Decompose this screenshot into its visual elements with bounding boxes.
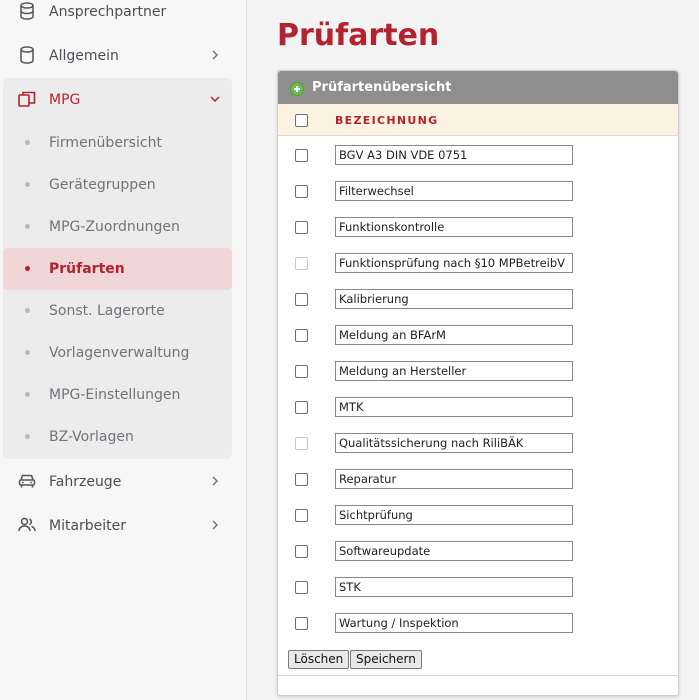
row-checkbox	[295, 257, 308, 270]
bezeichnung-input[interactable]: MTK	[335, 397, 573, 417]
bezeichnung-input[interactable]: Funktionskontrolle	[335, 217, 573, 237]
panel-header	[278, 71, 678, 104]
row-checkbox[interactable]	[295, 509, 308, 522]
sidebar-item-allgemein[interactable]	[0, 34, 232, 78]
table-row	[278, 281, 678, 317]
sidebar-item-label: MPG-Einstellungen	[49, 387, 181, 403]
bullet-icon	[25, 308, 30, 313]
row-checkbox[interactable]	[295, 473, 308, 486]
row-checkbox[interactable]	[295, 617, 308, 630]
row-checkbox[interactable]	[295, 149, 308, 162]
sidebar-item-bz-vorlagen[interactable]	[0, 416, 232, 458]
sidebar-item-label: Sonst. Lagerorte	[49, 303, 165, 319]
bullet-icon	[25, 392, 30, 397]
table-row	[278, 137, 678, 173]
bezeichnung-input[interactable]: Funktionsprüfung nach §10 MPBetreibV	[335, 253, 573, 273]
bezeichnung-input[interactable]: Softwareupdate	[335, 541, 573, 561]
sidebar-item-mitarbeiter[interactable]	[0, 504, 232, 548]
sidebar-item-label: Gerätegruppen	[49, 177, 156, 193]
bezeichnung-input[interactable]: Reparatur	[335, 469, 573, 489]
bullet-icon	[25, 266, 30, 271]
sidebar-item-label: MPG-Zuordnungen	[49, 219, 180, 235]
car-icon	[18, 472, 36, 490]
table-row	[278, 353, 678, 389]
table-row	[278, 209, 678, 245]
sidebar-item-label: Vorlagenverwaltung	[49, 345, 190, 361]
sidebar-item-mpg-einstellungen[interactable]	[0, 374, 232, 416]
sidebar-item-mpg[interactable]	[0, 78, 232, 122]
sidebar-item-vorlagenverwaltung[interactable]	[0, 332, 232, 374]
chevron-right-icon	[208, 518, 222, 532]
save-button[interactable]: Speichern	[350, 650, 422, 669]
delete-button[interactable]: Löschen	[288, 650, 349, 669]
column-header-row	[278, 104, 678, 136]
chevron-right-icon	[208, 474, 222, 488]
sidebar-item-pruefarten[interactable]	[3, 248, 232, 290]
bezeichnung-input[interactable]: Filterwechsel	[335, 181, 573, 201]
bezeichnung-input[interactable]: STK	[335, 577, 573, 597]
row-checkbox[interactable]	[295, 581, 308, 594]
copy-icon	[18, 90, 36, 108]
sidebar-item-label: Fahrzeuge	[49, 474, 122, 490]
row-checkbox[interactable]	[295, 329, 308, 342]
table-row	[278, 389, 678, 425]
sidebar-item-ansprechpartner[interactable]	[0, 0, 232, 34]
panel-footer-divider	[278, 675, 678, 676]
column-header-bezeichnung: BEZEICHNUNG	[335, 114, 439, 127]
bezeichnung-input[interactable]: BGV A3 DIN VDE 0751	[335, 145, 573, 165]
select-all-checkbox[interactable]	[295, 114, 308, 127]
bullet-icon	[25, 434, 30, 439]
table-row	[278, 461, 678, 497]
sidebar	[0, 0, 247, 700]
bezeichnung-input[interactable]: Sichtprüfung	[335, 505, 573, 525]
sidebar-item-label: BZ-Vorlagen	[49, 429, 134, 445]
bezeichnung-input[interactable]: Qualitätssicherung nach RiliBÄK	[335, 433, 573, 453]
database-icon	[18, 46, 36, 64]
bezeichnung-input[interactable]: Wartung / Inspektion	[335, 613, 573, 633]
table-row	[278, 569, 678, 605]
sidebar-item-label: Mitarbeiter	[49, 518, 127, 534]
table-row	[278, 245, 678, 281]
sidebar-item-fahrzeuge[interactable]	[0, 460, 232, 504]
table-row	[278, 173, 678, 209]
bullet-icon	[25, 140, 30, 145]
bezeichnung-input[interactable]: Meldung an BFArM	[335, 325, 573, 345]
users-icon	[18, 516, 36, 534]
row-checkbox[interactable]	[295, 545, 308, 558]
panel-title: Prüfartenübersicht	[312, 80, 452, 95]
bezeichnung-input[interactable]: Meldung an Hersteller	[335, 361, 573, 381]
row-checkbox[interactable]	[295, 185, 308, 198]
table-row	[278, 533, 678, 569]
bezeichnung-input[interactable]: Kalibrierung	[335, 289, 573, 309]
sidebar-item-label: MPG	[49, 92, 81, 108]
sidebar-item-firmenuebersicht[interactable]	[0, 122, 232, 164]
table-row	[278, 605, 678, 641]
database-icon	[18, 2, 36, 20]
table-row	[278, 497, 678, 533]
row-checkbox[interactable]	[295, 365, 308, 378]
sidebar-item-label: Ansprechpartner	[49, 4, 167, 20]
sidebar-item-lagerorte[interactable]	[0, 290, 232, 332]
bullet-icon	[25, 182, 30, 187]
row-checkbox[interactable]	[295, 401, 308, 414]
chevron-down-icon	[208, 92, 222, 106]
sidebar-item-label: Allgemein	[49, 48, 119, 64]
sidebar-item-geraetegruppen[interactable]	[0, 164, 232, 206]
row-checkbox[interactable]	[295, 293, 308, 306]
chevron-right-icon	[208, 48, 222, 62]
table-row	[278, 425, 678, 461]
pruefarten-panel	[277, 70, 679, 696]
row-checkbox[interactable]	[295, 221, 308, 234]
page-title: Prüfarten	[277, 18, 440, 53]
table-row	[278, 317, 678, 353]
sidebar-item-mpg-zuordnungen[interactable]	[0, 206, 232, 248]
sidebar-item-label: Prüfarten	[49, 261, 125, 277]
sidebar-item-label: Firmenübersicht	[49, 135, 162, 151]
add-icon[interactable]	[290, 82, 304, 96]
bullet-icon	[25, 224, 30, 229]
bullet-icon	[25, 350, 30, 355]
row-checkbox	[295, 437, 308, 450]
